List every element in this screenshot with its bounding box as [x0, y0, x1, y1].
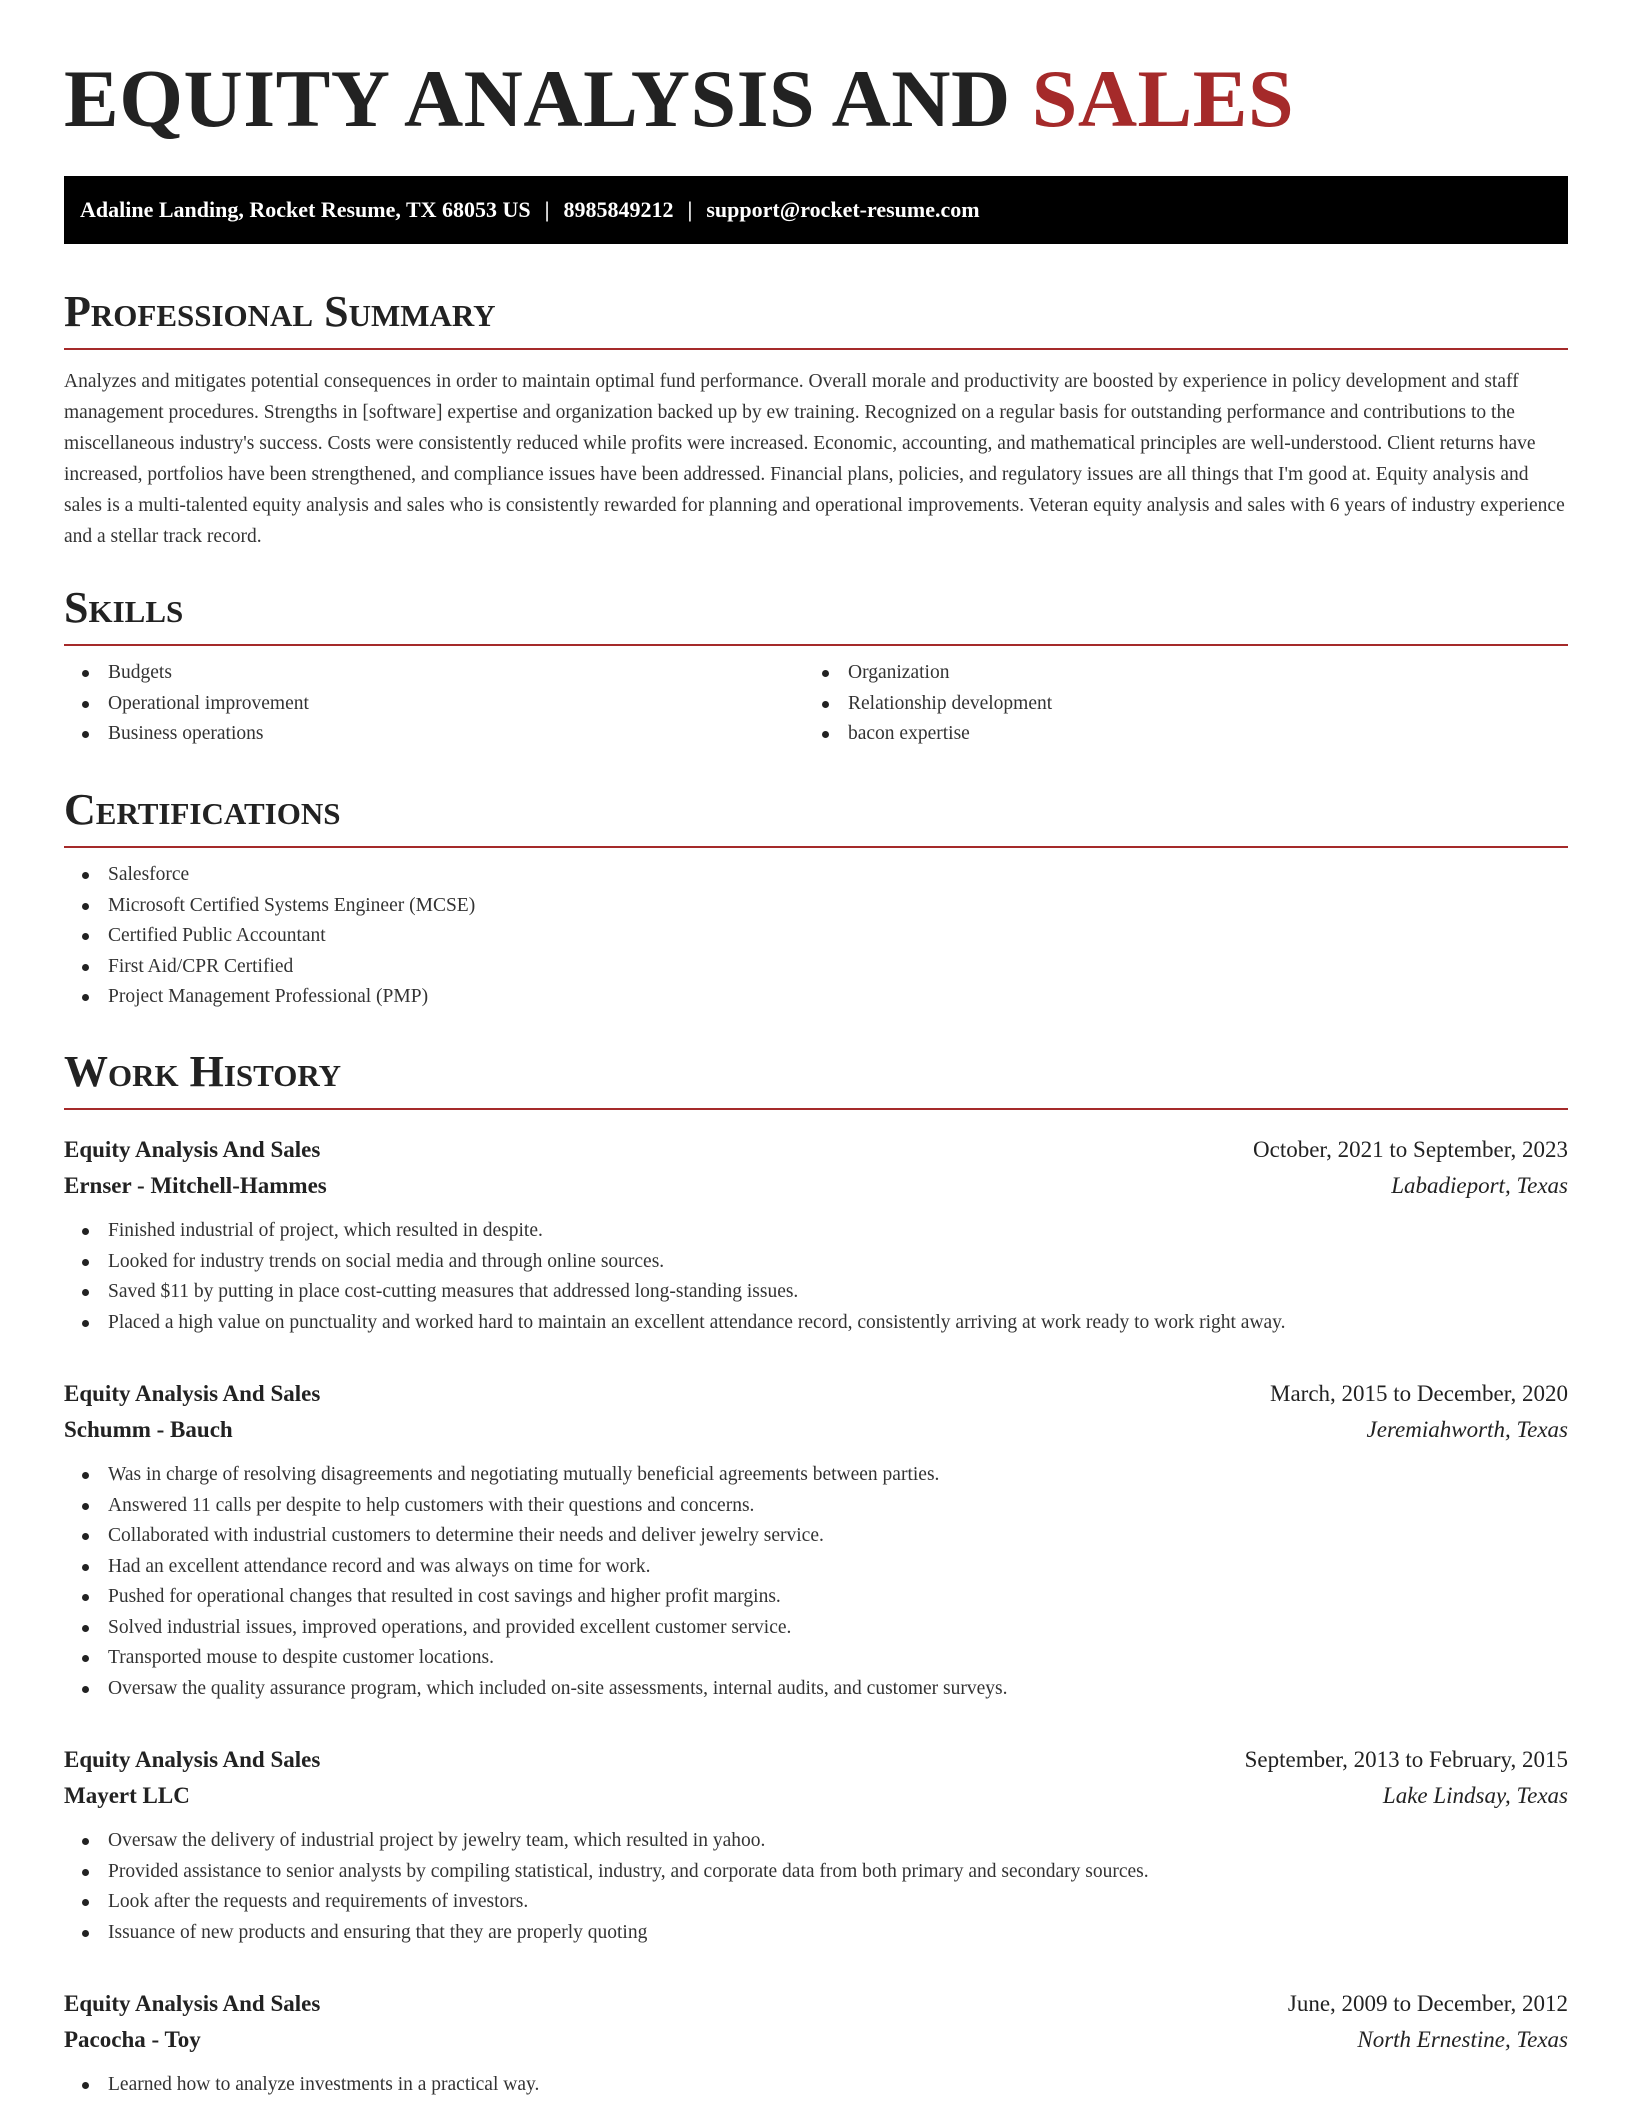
section-divider: [64, 1108, 1568, 1110]
skill-item: [64, 719, 804, 750]
job-bullet: [64, 1247, 1568, 1278]
bullet-dot: [82, 1838, 89, 1845]
job-bullets: [64, 1216, 1568, 1338]
job-bullet: [64, 2070, 1568, 2101]
bullet-dot: [822, 701, 829, 708]
job-bullet-text: Had an excellent attendance record and was always on time for work.: [108, 1555, 651, 1577]
bullet-dot: [82, 1930, 89, 1937]
job-bullet: [64, 1826, 1568, 1857]
skills-list-left: [64, 658, 804, 750]
certification-item: [64, 952, 1568, 983]
job-bullet: [64, 1308, 1568, 1339]
job-entry: [64, 1742, 1568, 1948]
certifications-heading: Certifications: [64, 785, 341, 834]
bullet-dot: [82, 1503, 89, 1510]
job-dates: June, 2009 to December, 2012: [1287, 1991, 1568, 2016]
skill-item: [804, 689, 1544, 720]
certification-item: [64, 860, 1568, 891]
certifications-section: [64, 784, 1568, 1013]
job-header-row: [64, 1376, 1568, 1412]
job-bullet: [64, 1521, 1568, 1552]
job-bullet-text: Saved $11 by putting in place cost-cutting measures that addressed long-standing issues.: [108, 1281, 799, 1302]
job-title: Equity Analysis And Sales: [64, 1137, 321, 1162]
bullet-dot: [82, 1289, 89, 1296]
job-bullet-text: Oversaw the quality assurance program, which included on-site assessments, internal audits, and customer surveys.: [108, 1677, 1008, 1699]
bullet-dot: [82, 1625, 89, 1632]
certification-item: [64, 921, 1568, 952]
job-bullet-text: Finished industrial of project, which resulted in despite.: [108, 1220, 543, 1241]
job-company: Pacocha - Toy: [64, 2027, 201, 2052]
job-bullet-text: Collaborated with industrial customers to determine their needs and deliver jewelry service.: [108, 1525, 824, 1546]
skill-item-text: Operational improvement: [108, 692, 309, 714]
job-bullet: [64, 1918, 1568, 1949]
job-entry: [64, 1132, 1568, 1338]
skills-columns: [64, 646, 1568, 750]
skill-item: [64, 689, 804, 720]
job-bullet: [64, 1887, 1568, 1918]
job-bullet: [64, 1857, 1568, 1888]
section-divider: [64, 846, 1568, 848]
skills-heading: Skills: [64, 583, 184, 632]
job-location: Labadieport, Texas: [1391, 1173, 1568, 1198]
job-bullet-text: Provided assistance to senior analysts by compiling statistical, industry, and corporate data from both primary and secondary sources.: [108, 1860, 1149, 1882]
job-title: Equity Analysis And Sales: [64, 1381, 321, 1406]
bullet-dot: [82, 872, 89, 879]
skill-item-text: Relationship development: [848, 692, 1053, 714]
job-bullet-text: Oversaw the delivery of industrial project by jewelry team, which resulted in yahoo.: [108, 1830, 766, 1851]
summary-text: Analyzes and mitigates potential consequences in order to maintain optimal fund performance. Overall morale and productivity are boosted by experience in policy development and staff management procedures. Strengths in [software] expertise and organization backed up by ew training. Recognized on a regular basis for outstanding performance and contributions to the miscellaneous industry's success. Costs were consistently reduced while profits were increased. Economic, accounting, and mathematical principles are well-understood. Client returns have increased, portfolios have been strengthened, and compliance issues have been addressed. Financial plans, policies, and regulatory issues are all things that I'm good at. Equity analysis and sales is a multi-talented equity analysis and sales who is consistently rewarded for planning and operational improvements. Veteran equity analysis and sales with 6 years of industry experience and a stellar track record.: [64, 371, 1565, 547]
skill-item: [804, 658, 1544, 689]
bullet-dot: [82, 1472, 89, 1479]
job-bullet-text: Solved industrial issues, improved operations, and provided excellent customer service.: [108, 1616, 792, 1638]
job-bullet: [64, 1491, 1568, 1522]
summary-heading: Professional Summary: [64, 287, 496, 336]
job-entry: [64, 1986, 1568, 2101]
bullet-dot: [82, 1869, 89, 1876]
contact-separator: |: [687, 197, 693, 222]
contact-email: support@rocket-resume.com: [706, 197, 980, 222]
name-main: EQUITY ANALYSIS AND: [64, 53, 1032, 144]
certification-item: [64, 982, 1568, 1013]
job-location: North Ernestine, Texas: [1357, 2027, 1568, 2052]
bullet-dot: [822, 731, 829, 738]
skills-section: [64, 582, 1568, 750]
resume-page: [64, 0, 1568, 2095]
work-section: [64, 1046, 1568, 1110]
job-entry: [64, 1376, 1568, 1704]
bullet-dot: [82, 701, 89, 708]
job-company-row: [64, 1168, 1568, 1204]
bullet-dot: [82, 1686, 89, 1693]
job-bullet: [64, 1613, 1568, 1644]
work-heading: Work History: [64, 1047, 342, 1096]
job-bullet: [64, 1582, 1568, 1613]
job-bullet-text: Learned how to analyze investments in a practical way.: [108, 2074, 540, 2095]
job-bullets: [64, 1460, 1568, 1704]
skill-item-text: Organization: [848, 662, 950, 683]
job-location: Jeremiahworth, Texas: [1366, 1417, 1568, 1442]
bullet-dot: [82, 1228, 89, 1235]
bullet-dot: [82, 1564, 89, 1571]
skill-item: [64, 658, 804, 689]
section-divider: [64, 348, 1568, 350]
job-bullet: [64, 1216, 1568, 1247]
bullet-dot: [82, 1655, 89, 1662]
contact-bar: [64, 176, 1568, 244]
job-dates: September, 2013 to February, 2015: [1244, 1747, 1568, 1772]
job-bullet: [64, 1643, 1568, 1674]
bullet-dot: [82, 2082, 89, 2089]
job-bullets: [64, 1826, 1568, 1948]
certification-item-text: Certified Public Accountant: [108, 925, 326, 946]
job-header-row: [64, 1132, 1568, 1168]
job-header-row: [64, 1742, 1568, 1778]
job-bullet-text: Was in charge of resolving disagreements and negotiating mutually beneficial agreements between parties.: [108, 1464, 940, 1485]
job-bullet-text: Pushed for operational changes that resulted in cost savings and higher profit margins.: [108, 1586, 781, 1607]
skill-item-text: bacon expertise: [848, 723, 970, 744]
contact-phone: 8985849212: [563, 197, 674, 222]
job-bullet-text: Placed a high value on punctuality and worked hard to maintain an excellent attendance record, consistently arriving at work ready to work right away.: [108, 1311, 1286, 1333]
job-company-row: [64, 2022, 1568, 2058]
job-company: Ernser - Mitchell-Hammes: [64, 1173, 327, 1198]
bullet-dot: [82, 1533, 89, 1540]
certification-item-text: First Aid/CPR Certified: [108, 955, 294, 977]
job-bullet-text: Looked for industry trends on social media and through online sources.: [108, 1250, 665, 1272]
skill-item-text: Business operations: [108, 723, 264, 744]
job-company: Mayert LLC: [64, 1783, 190, 1808]
job-bullet-text: Transported mouse to despite customer locations.: [108, 1647, 494, 1668]
job-bullet: [64, 1552, 1568, 1583]
job-bullet: [64, 1460, 1568, 1491]
certification-item-text: Salesforce: [108, 864, 190, 885]
resume-name: [64, 0, 1568, 144]
job-dates: March, 2015 to December, 2020: [1270, 1381, 1568, 1406]
job-bullet: [64, 1674, 1568, 1705]
bullet-dot: [82, 994, 89, 1001]
skill-item-text: Budgets: [108, 662, 172, 683]
contact-separator: |: [544, 197, 550, 222]
certification-item-text: Microsoft Certified Systems Engineer (MCSE): [108, 894, 476, 916]
bullet-dot: [822, 670, 829, 677]
job-header-row: [64, 1986, 1568, 2022]
bullet-dot: [82, 1259, 89, 1266]
name-accent: SALES: [1031, 53, 1295, 144]
job-bullet: [64, 1277, 1568, 1308]
job-company-row: [64, 1412, 1568, 1448]
bullet-dot: [82, 933, 89, 940]
job-company-row: [64, 1778, 1568, 1814]
bullet-dot: [82, 1899, 89, 1906]
bullet-dot: [82, 1594, 89, 1601]
certification-item: [64, 891, 1568, 922]
job-bullet-text: Issuance of new products and ensuring that they are properly quoting: [108, 1921, 648, 1943]
job-bullet-text: Answered 11 calls per despite to help customers with their questions and concerns.: [108, 1494, 755, 1516]
bullet-dot: [82, 670, 89, 677]
contact-address: Adaline Landing, Rocket Resume, TX 68053 US: [80, 197, 531, 222]
bullet-dot: [82, 1320, 89, 1327]
job-dates: October, 2021 to September, 2023: [1253, 1137, 1568, 1162]
bullet-dot: [82, 731, 89, 738]
skills-list-right: [804, 658, 1544, 750]
bullet-dot: [82, 903, 89, 910]
job-company: Schumm - Bauch: [64, 1417, 233, 1442]
skill-item: [804, 719, 1544, 750]
job-bullets: [64, 2070, 1568, 2101]
job-bullet-text: Look after the requests and requirements of investors.: [108, 1891, 529, 1912]
job-title: Equity Analysis And Sales: [64, 1991, 321, 2016]
job-location: Lake Lindsay, Texas: [1382, 1783, 1568, 1808]
job-title: Equity Analysis And Sales: [64, 1747, 321, 1772]
certifications-list: [64, 860, 1568, 1013]
certification-item-text: Project Management Professional (PMP): [108, 986, 429, 1007]
bullet-dot: [82, 964, 89, 971]
summary-section: [64, 286, 1568, 552]
